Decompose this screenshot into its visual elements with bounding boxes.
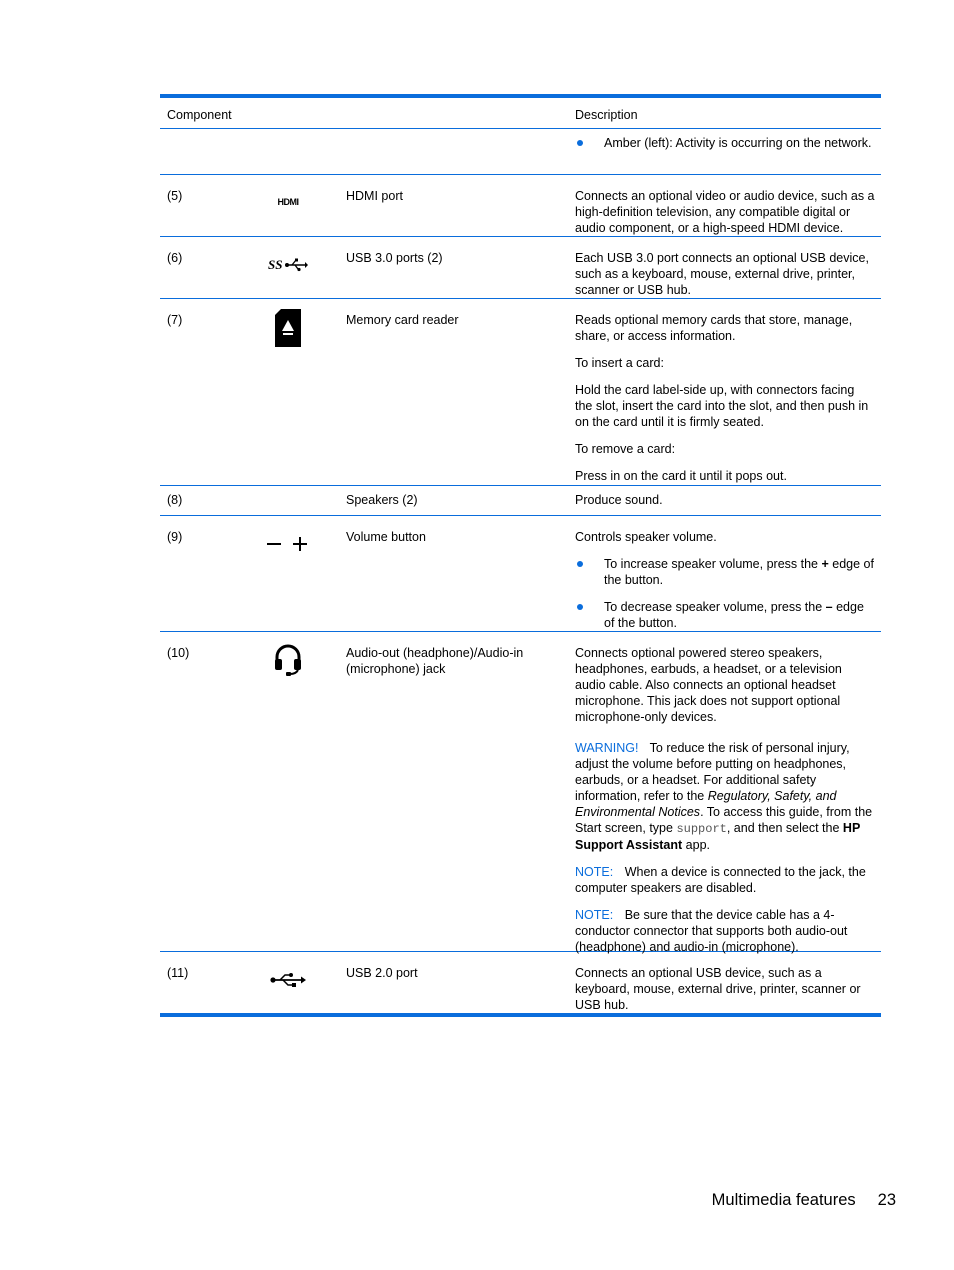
row-number: (6) (167, 251, 183, 265)
warning-text: WARNING! To reduce the risk of personal injury, adjust the volume before putting on headphones, earbuds, or a headset. For additional safety information, refer to the Regulatory, Safety, and Environmental Notices. To access this guide, from the Start screen, type support, and then select the HP Support Assistant app. (575, 741, 873, 852)
memory-card-icon (265, 308, 310, 348)
component-name: Audio-out (headphone)/Audio-in (microphone) jack (346, 646, 524, 676)
description-paragraph: To insert a card: (575, 356, 664, 370)
usb-icon (265, 972, 310, 988)
table-row (160, 516, 881, 632)
component-name: USB 2.0 port (346, 966, 418, 980)
component-description (575, 645, 875, 955)
warning-label: WARNING! (575, 741, 639, 755)
table-row (160, 175, 881, 237)
table-row (160, 632, 881, 952)
description-paragraph: Press in on the card it until it pops out. (575, 469, 787, 483)
row-number: (5) (167, 189, 183, 203)
description-paragraph: Controls speaker volume. (575, 530, 717, 544)
row-number: (11) (167, 966, 189, 980)
row-number: (10) (167, 646, 190, 660)
component-description: Produce sound. (575, 493, 663, 507)
description-paragraph: Hold the card label-side up, with connectors facing the slot, insert the card into the slot, and then push in on the card until it is firmly seated. (575, 383, 869, 429)
bullet-item: To decrease speaker volume, press the – edge of the button. (575, 599, 875, 631)
table-header-row (160, 98, 881, 129)
table-row (160, 486, 881, 516)
description-paragraph: Connects optional powered stereo speakers, headphones, earbuds, a headset, or a television audio cable. Also connects an optional headset microphone. This jack does not support optional microphone-only devices. (575, 646, 842, 724)
headset-icon (265, 642, 310, 676)
table-row (160, 299, 881, 486)
component-name: Volume button (346, 530, 426, 544)
svg-text:SS: SS (267, 257, 282, 272)
component-table (160, 94, 881, 1017)
row-number: (8) (167, 493, 183, 507)
component-name: Memory card reader (346, 313, 459, 327)
component-description: Each USB 3.0 port connects an optional USB device, such as a keyboard, mouse, external drive, printer, scanner or USB hub. (575, 251, 869, 297)
bullet-item: To increase speaker volume, press the + edge of the button. (575, 556, 875, 588)
row-number: (9) (167, 530, 183, 544)
note-text: NOTE: Be sure that the device cable has a 4-conductor connector that supports both audio-out (headphone) and audio-in (microphone). (575, 908, 848, 954)
component-description: Connects an optional video or audio device, such as a high-definition television, any compatible digital or audio component, or a high-speed HDMI device. (575, 189, 875, 235)
row-number: (7) (167, 313, 183, 327)
footer-section-title: Multimedia features (711, 1191, 856, 1209)
table-row (160, 237, 881, 299)
component-description (575, 312, 875, 484)
component-description (575, 529, 875, 631)
component-name: HDMI port (346, 189, 403, 203)
note-label: NOTE: (575, 865, 614, 879)
svg-text:HDMI: HDMI (277, 197, 298, 206)
bullet-item: Amber (left): Activity is occurring on the network. (575, 135, 875, 151)
table-row-continuation (160, 129, 881, 175)
component-name: USB 3.0 ports (2) (346, 251, 443, 265)
hdmi-icon (265, 197, 310, 206)
usb3-icon (265, 257, 310, 273)
header-component: Component (167, 108, 232, 122)
description-paragraph: To remove a card: (575, 442, 676, 456)
note-label: NOTE: (575, 908, 614, 922)
volume-icon (265, 536, 310, 552)
page-number: 23 (877, 1191, 896, 1209)
component-name: Speakers (2) (346, 493, 418, 507)
note-text: NOTE: When a device is connected to the jack, the computer speakers are disabled. (575, 865, 866, 895)
component-description: Connects an optional USB device, such as a keyboard, mouse, external drive, printer, scanner or USB hub. (575, 966, 861, 1012)
table-row (160, 952, 881, 1013)
description-paragraph: Reads optional memory cards that store, manage, share, or access information. (575, 313, 853, 343)
page-footer (712, 1191, 896, 1210)
header-description: Description (575, 108, 638, 122)
